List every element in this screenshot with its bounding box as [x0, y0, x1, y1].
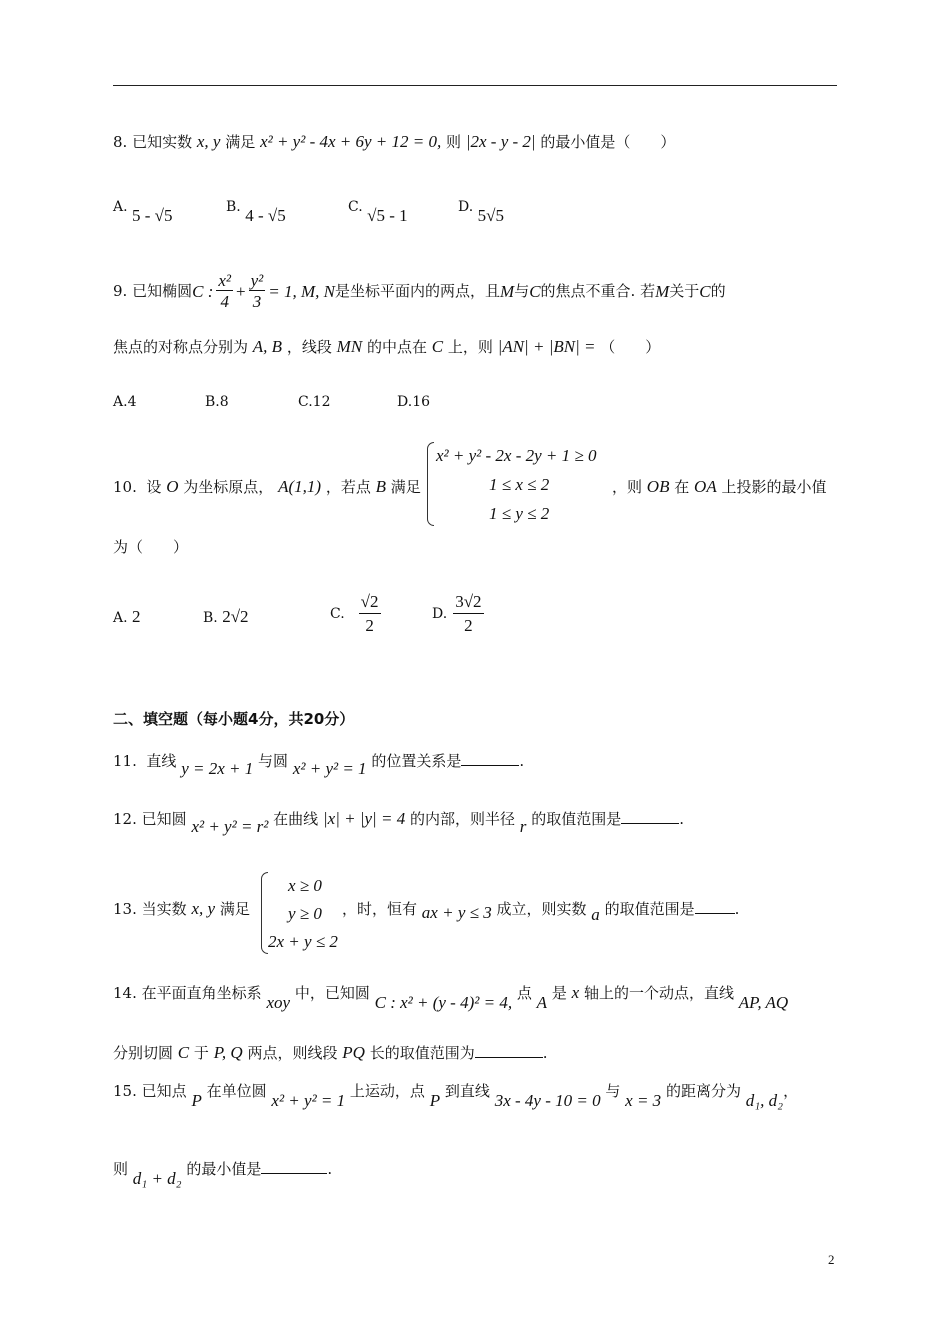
q14-var: PQ	[342, 1043, 365, 1062]
q9-text: 上，则	[447, 338, 493, 356]
q15-circle-equation: x² + y² = 1	[271, 1091, 346, 1110]
q15-text: 上运动，点	[349, 1082, 425, 1100]
question-14	[113, 983, 789, 1012]
question-9	[113, 272, 726, 310]
q10-text: 在	[674, 478, 690, 496]
q13-text: 满足	[219, 900, 250, 918]
q14-text: 点	[516, 984, 532, 1002]
denominator: 2	[464, 616, 473, 635]
q10-system-line: 1 ≤ x ≤ 2	[489, 475, 550, 494]
option-fraction	[359, 592, 381, 636]
q11-text: 的位置关系是	[371, 752, 462, 770]
q14-var: P, Q	[213, 1043, 243, 1062]
answer-blank[interactable]	[695, 912, 735, 914]
option-label: B.	[203, 610, 218, 626]
plus-sign: +	[236, 281, 246, 301]
q13-system-line: y ≥ 0	[288, 904, 322, 923]
q8-option-c[interactable]	[348, 196, 408, 225]
q12-curve-equation: |x| + |y| = 4	[322, 809, 406, 828]
option-value: 2	[132, 607, 141, 626]
option-label: C.	[330, 606, 345, 622]
option-label: A.	[113, 394, 128, 410]
q8-expression: |2x - y - 2|	[465, 132, 536, 151]
q8-text: 满足	[225, 133, 256, 151]
q15-line-equation: 3x - 4y - 10 = 0	[494, 1091, 601, 1110]
q9-frac-y	[249, 272, 266, 310]
option-label: A.	[113, 610, 128, 626]
q9-expression: |AN| + |BN| =	[497, 337, 596, 356]
q15-var: P	[191, 1091, 202, 1110]
q9-text: 是坐标平面内的两点，且	[335, 281, 501, 300]
q9-text: 的焦点不重合. 若	[540, 281, 656, 300]
q13-text: ，时，恒有	[342, 900, 418, 918]
question-number: 13.	[113, 900, 137, 918]
question-10-line-2: 为（ ）	[113, 538, 189, 556]
q13-text: 成立，则实数	[496, 900, 587, 918]
q9-text: 的中点在	[366, 338, 427, 356]
q14-text: 在平面直角坐标系	[141, 984, 262, 1002]
option-label: A.	[113, 199, 128, 215]
q9-text: 已知椭圆	[132, 281, 193, 300]
q12-text: 在曲线	[273, 810, 319, 828]
question-10-tail	[612, 478, 827, 495]
q14-text: 轴上的一个动点，直线	[583, 984, 734, 1002]
q10-var: A(1,1)	[278, 477, 322, 496]
q10-text: 为坐标原点，	[183, 478, 274, 496]
q10-text: ，若点	[325, 478, 371, 496]
q14-var: C	[177, 1043, 190, 1062]
q14-text: 分别切圆	[113, 1044, 174, 1062]
q8-text: 的最小值是（ ）	[540, 133, 676, 151]
option-label: C.	[298, 394, 313, 410]
q15-sum: d₁ + d₂	[132, 1169, 182, 1188]
option-value: 5√5	[477, 206, 504, 225]
numerator: 3√2	[453, 592, 483, 614]
q10-text: 满足	[390, 478, 421, 496]
q14-text: 中，已知圆	[294, 984, 370, 1002]
q9-text: 关于	[669, 281, 700, 300]
q11-line-equation: y = 2x + 1	[181, 759, 254, 778]
q9-text: 的	[710, 281, 726, 300]
q14-var: xoy	[266, 993, 291, 1012]
option-label: D.	[432, 606, 448, 622]
answer-blank[interactable]	[461, 764, 519, 766]
denominator: 2	[365, 616, 374, 635]
q15-var: P	[429, 1091, 441, 1110]
q14-circle-equation: C : x² + (y - 4)² = 4,	[374, 993, 513, 1012]
option-value: 2√2	[222, 607, 249, 626]
q10-system-brace	[427, 442, 434, 526]
q15-text: 与	[605, 1082, 621, 1100]
q13-text: 的取值范围是	[604, 900, 695, 918]
q9-var: M	[500, 281, 515, 301]
q9-var: M	[655, 281, 670, 301]
question-number: 9.	[113, 281, 128, 300]
question-number: 15.	[113, 1082, 137, 1100]
question-10	[113, 478, 421, 495]
option-value: 4 - √5	[245, 206, 286, 225]
q9-text: 焦点的对称点分别为	[113, 338, 249, 356]
q13-text: .	[734, 900, 740, 918]
q15-text: 则	[113, 1160, 129, 1178]
q13-system-line: x ≥ 0	[288, 876, 322, 895]
option-value: 4	[127, 394, 137, 410]
q14-var: A	[536, 993, 548, 1012]
question-number: 10.	[113, 478, 137, 496]
q10-option-c[interactable]	[330, 592, 384, 636]
page-number: 2	[828, 1252, 835, 1267]
option-value: 12	[312, 394, 331, 410]
q9-eq-tail: = 1, M, N	[268, 281, 335, 301]
q13-var: a	[591, 905, 600, 924]
q10-text: 上投影的最小值	[721, 478, 827, 496]
q9-var: C	[699, 281, 711, 301]
q15-var: d₁, d₂	[745, 1091, 784, 1110]
q10-system-line: x² + y² - 2x - 2y + 1 ≥ 0	[436, 446, 597, 465]
question-15	[113, 1082, 799, 1110]
q14-text: 是	[551, 984, 567, 1002]
q8-vars: x, y	[196, 132, 221, 151]
q10-text: ，则	[612, 478, 643, 496]
q8-equation: x² + y² - 4x + 6y + 12 = 0,	[260, 132, 442, 151]
q9-option-c[interactable]	[298, 394, 331, 410]
q15-text: 在单位圆	[206, 1082, 267, 1100]
option-fraction	[453, 592, 483, 636]
numerator: x²	[218, 271, 232, 290]
option-label: C.	[348, 199, 363, 215]
q10-option-b[interactable]	[203, 607, 249, 627]
q9-var: A, B	[252, 337, 283, 356]
option-value: √5 - 1	[367, 206, 408, 225]
q9-text: ，线段	[286, 338, 332, 356]
q13-vars: x, y	[191, 899, 216, 918]
q14-text: 长的取值范围为	[369, 1044, 475, 1062]
q15-text: .	[327, 1160, 333, 1178]
q9-option-d[interactable]	[397, 394, 430, 410]
option-value: 16	[412, 394, 431, 410]
q15-text: ，	[783, 1082, 799, 1100]
q8-option-d[interactable]	[458, 196, 504, 225]
q9-var: MN	[336, 337, 363, 356]
option-label: D.	[458, 199, 474, 215]
option-label: D.	[397, 394, 413, 410]
q8-option-b[interactable]	[226, 196, 286, 225]
q12-text: .	[679, 810, 684, 828]
q9-var: C	[529, 281, 541, 301]
q10-text: 设	[146, 478, 162, 496]
q13-system-line: 2x + y ≤ 2	[268, 932, 338, 951]
answer-blank[interactable]	[621, 822, 679, 824]
question-11	[113, 752, 525, 778]
denominator: 4	[220, 292, 229, 311]
question-8	[113, 133, 675, 150]
numerator: y²	[250, 271, 264, 290]
q10-var: O	[166, 477, 179, 496]
section-heading: 二、填空题（每小题4分，共20分）	[113, 710, 355, 728]
q11-text: 直线	[146, 752, 177, 770]
question-13	[113, 900, 250, 917]
q10-option-d[interactable]	[432, 592, 487, 636]
q15-line-equation: x = 3	[625, 1091, 662, 1110]
q11-text: .	[519, 752, 525, 770]
q10-var: OB	[646, 477, 670, 496]
q9-option-b[interactable]	[205, 394, 229, 410]
q12-text: 已知圆	[141, 810, 187, 828]
q13-system-brace	[261, 872, 268, 954]
answer-blank[interactable]	[261, 1172, 327, 1174]
q8-text: 则	[446, 133, 462, 151]
denominator: 3	[252, 292, 262, 311]
q14-text: 两点，则线段	[247, 1044, 338, 1062]
q12-text: 的取值范围是	[531, 810, 622, 828]
q14-var: x	[571, 983, 580, 1002]
option-value: 5 - √5	[132, 206, 173, 225]
answer-blank[interactable]	[475, 1056, 543, 1058]
q10-var: OA	[694, 477, 717, 496]
q15-text: 已知点	[141, 1082, 187, 1100]
q10-system-line: 1 ≤ y ≤ 2	[489, 504, 550, 523]
q12-text: 的内部，则半径	[409, 810, 515, 828]
q8-option-a[interactable]	[113, 196, 173, 225]
question-13-tail	[342, 900, 740, 924]
question-number: 14.	[113, 984, 137, 1002]
question-9-line-2	[113, 338, 660, 355]
question-15-line-2	[113, 1160, 333, 1188]
option-value: 8	[219, 394, 229, 410]
q12-circle-equation: x² + y² = r²	[191, 817, 269, 836]
q9-ellipse-name: C :	[192, 281, 214, 301]
q10-var: B	[375, 477, 386, 496]
question-12	[113, 809, 684, 836]
q10-option-a[interactable]	[113, 607, 141, 627]
q13-inequality: ax + y ≤ 3	[421, 903, 492, 922]
q14-var: AP, AQ	[738, 993, 789, 1012]
q15-text: 的最小值是	[186, 1160, 262, 1178]
q14-text: .	[542, 1044, 548, 1062]
question-number: 8.	[113, 133, 128, 151]
q15-text: 到直线	[444, 1082, 490, 1100]
question-number: 12.	[113, 810, 137, 828]
q11-circle-equation: x² + y² = 1	[292, 759, 367, 778]
question-number: 11.	[113, 752, 137, 770]
q15-text: 的距离分为	[665, 1082, 741, 1100]
q14-text: 于	[193, 1044, 209, 1062]
option-label: B.	[205, 394, 220, 410]
q9-option-a[interactable]	[113, 394, 136, 410]
q9-var: C	[431, 337, 444, 356]
q12-var: r	[519, 817, 527, 836]
option-label: B.	[226, 199, 241, 215]
q9-frac-x	[216, 272, 233, 310]
q11-text: 与圆	[258, 752, 289, 770]
header-rule	[113, 85, 837, 86]
q13-text: 当实数	[141, 900, 187, 918]
q9-text: （ ）	[600, 338, 661, 356]
q9-text: 与	[514, 281, 530, 300]
numerator: √2	[359, 592, 381, 614]
q8-text: 已知实数	[132, 133, 193, 151]
question-14-line-2	[113, 1044, 548, 1061]
